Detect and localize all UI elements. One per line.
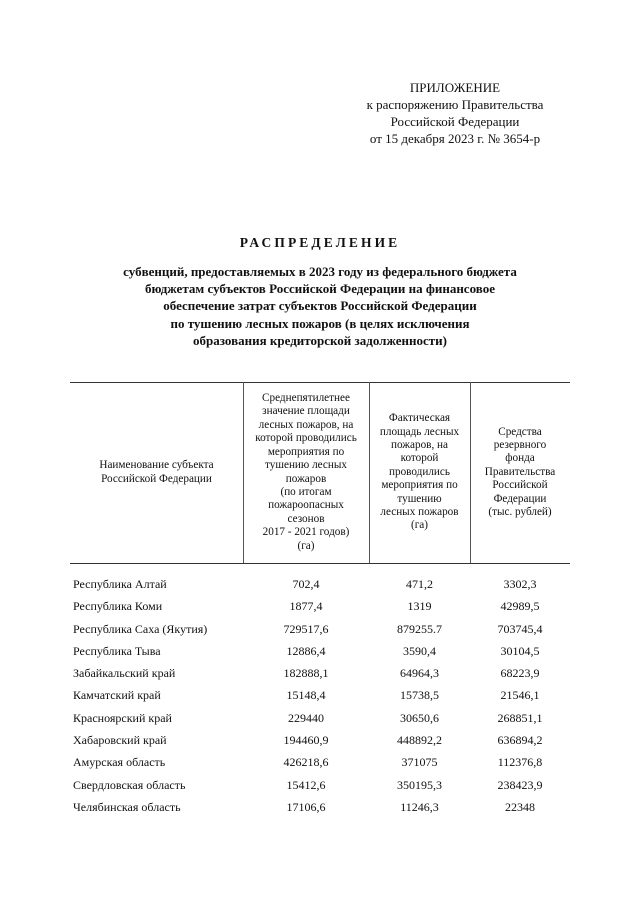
subtitle-line: по тушению лесных пожаров (в целях исключения — [170, 315, 470, 331]
funds-cell: 112376,8 — [497, 755, 543, 770]
actual-area-cell: 371075 — [401, 755, 438, 770]
region-name-cell: Забайкальский край — [73, 666, 176, 681]
funds-cell: 30104,5 — [500, 643, 540, 658]
subtitle-line: обеспечение затрат субъектов Российской Федерации — [163, 298, 477, 314]
column-header-avg-area — [243, 382, 369, 563]
actual-area-cell: 11246,3 — [400, 799, 439, 814]
table-row — [70, 776, 570, 798]
funds-cell: 703745,4 — [497, 621, 543, 636]
avg-area-cell: 17106,6 — [286, 799, 326, 814]
avg-area-cell: 12886,4 — [286, 643, 326, 658]
avg-area-cell: 15412,6 — [286, 777, 326, 792]
table-row — [70, 597, 570, 619]
appendix-block — [310, 79, 600, 147]
table-row — [70, 731, 570, 753]
column-header-label: Средства резервного фонда Правительства Российской Федерации (тыс. рублей) — [484, 425, 556, 519]
funds-cell: 21546,1 — [500, 688, 540, 703]
table-body — [70, 575, 570, 820]
avg-area-cell: 229440 — [288, 710, 324, 725]
avg-area-cell: 182888,1 — [283, 666, 329, 681]
region-name-cell: Республика Тыва — [73, 643, 161, 658]
table-row — [70, 686, 570, 708]
actual-area-cell: 64964,3 — [400, 666, 439, 681]
region-name-cell: Свердловская область — [73, 777, 186, 792]
avg-area-cell: 1877,4 — [289, 599, 323, 614]
table-row — [70, 642, 570, 664]
appendix-line: Российской Федерации — [390, 114, 520, 129]
actual-area-cell: 1319 — [407, 599, 432, 614]
table-row — [70, 753, 570, 775]
subtitle-line: субвенций, предоставляемых в 2023 году из федерального бюджета — [123, 264, 517, 279]
region-name-cell: Республика Саха (Якутия) — [73, 621, 208, 636]
actual-area-cell: 30650,6 — [400, 710, 439, 725]
funds-cell: 3302,3 — [503, 577, 537, 591]
actual-area-cell: 448892,2 — [397, 733, 442, 748]
column-header-label: Среднепятилетнее значение площади лесных пожаров, на которой проводились мероприятия по тушению лесных пожаров (по итогам пожароопасных сезонов 2017 - 2021 годов) (га) — [255, 392, 357, 552]
region-name-cell: Челябинская область — [73, 799, 181, 814]
subtitle-line: образования кредиторской задолженности) — [193, 332, 447, 348]
region-name-cell: Республика Коми — [73, 599, 163, 614]
actual-area-cell: 15738,5 — [400, 688, 439, 703]
actual-area-cell: 471,2 — [406, 577, 433, 591]
avg-area-cell: 729517,6 — [283, 621, 329, 636]
funds-cell: 268851,1 — [497, 710, 543, 725]
region-name-cell: Амурская область — [73, 755, 166, 770]
region-name-cell: Республика Алтай — [73, 577, 167, 591]
actual-area-cell: 879255.7 — [397, 621, 442, 636]
actual-area-cell: 350195,3 — [397, 777, 442, 792]
table-row — [70, 664, 570, 686]
funds-cell: 238423,9 — [497, 777, 543, 792]
table-row — [70, 575, 570, 597]
region-name-cell: Камчатский край — [73, 688, 161, 703]
avg-area-cell: 194460,9 — [283, 733, 329, 748]
column-header-actual-area — [369, 382, 470, 563]
funds-cell: 42989,5 — [500, 599, 540, 614]
table-row — [70, 709, 570, 731]
column-header-label: Наименование субъекта Российской Федерации — [99, 459, 214, 485]
avg-area-cell: 702,4 — [292, 577, 320, 591]
funds-cell: 22348 — [505, 799, 535, 814]
region-name-cell: Хабаровский край — [73, 733, 167, 748]
document-subtitle — [0, 263, 640, 349]
avg-area-cell: 15148,4 — [286, 688, 326, 703]
appendix-heading: ПРИЛОЖЕНИЕ — [409, 80, 501, 95]
funds-cell: 68223,9 — [500, 666, 540, 681]
avg-area-cell: 426218,6 — [283, 755, 329, 770]
table-row — [70, 620, 570, 642]
region-name-cell: Красноярский край — [73, 710, 172, 725]
appendix-line: к распоряжению Правительства — [366, 97, 544, 112]
document-title: РАСПРЕДЕЛЕНИЕ — [239, 235, 401, 250]
actual-area-cell: 3590,4 — [403, 643, 436, 658]
funds-cell: 636894,2 — [497, 733, 543, 748]
column-header-label: Фактическая площадь лесных пожаров, на которой проводились мероприятия по тушению лесных пожаров (га) — [379, 412, 460, 532]
table-header-bottom-border — [70, 563, 570, 564]
column-header-reserve-funds — [470, 382, 570, 563]
subtitle-line: бюджетам субъектов Российской Федерации на финансовое — [145, 281, 495, 297]
column-header-region — [70, 382, 243, 563]
table-row — [70, 798, 570, 820]
appendix-date-line: от 15 декабря 2023 г. № 3654-р — [369, 131, 541, 146]
